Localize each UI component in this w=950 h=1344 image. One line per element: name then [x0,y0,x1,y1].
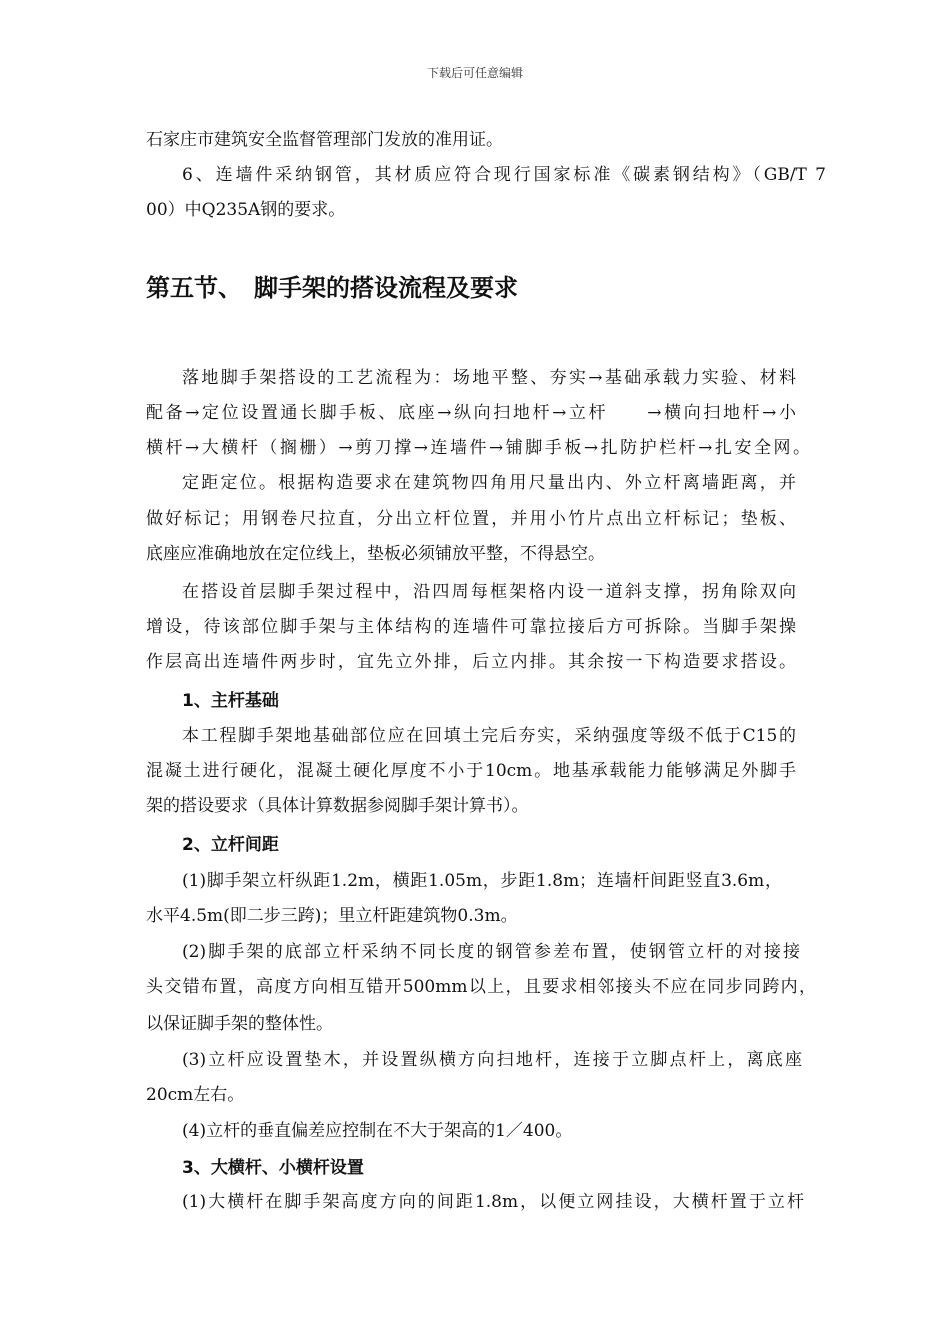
subsection-title: 3、大横杆、小横杆设置 [182,1158,364,1178]
page-header: 下载后可任意编辑 [426,66,523,80]
text-line: 底座应准确地放在定位线上，垫板必须铺放平整，不得悬空。 [146,544,605,564]
text-line: 架的搭设要求（具体计算数据参阅脚手架计算书）。 [146,796,529,816]
text-line: 石家庄市建筑安全监督管理部门发放的准用证。 [146,130,503,150]
text-line: 落地脚手架搭设的工艺流程为：场地平整、夯实→基础承载力实验、材料 [182,368,796,388]
section-title: 第五节、 脚手架的搭设流程及要求 [146,274,518,302]
subsection-title: 2、立杆间距 [182,835,279,855]
text-line: (3)立杆应设置垫木，并设置纵横方向扫地杆，连接于立脚点杆上，离底座 [182,1050,802,1070]
text-line: 混凝土进行硬化，混凝土硬化厚度不小于10cm。地基承载能力能够满足外脚手 [146,761,796,781]
text-line: 在搭设首层脚手架过程中，沿四周每框架格内设一道斜支撑，拐角除双向 [182,582,796,602]
subsection-title: 1、主杆基础 [182,691,279,711]
text-line: 作层高出连墙件两步时，宜先立外排，后立内排。其余按一下构造要求搭设。 [146,652,796,672]
text-line: 00）中Q235A钢的要求。 [146,200,346,220]
text-line: 6、连墙件采纳钢管，其材质应符合现行国家标准《碳素钢结构》（GB/T 7 [182,165,826,185]
text-line: 以保证脚手架的整体性。 [146,1014,333,1034]
text-line: (4)立杆的垂直偏差应控制在不大于架高的1／400。 [182,1121,573,1141]
text-line: 头交错布置，高度方向相互错开500mm以上，且要求相邻接头不应在同步同跨内， [146,977,816,997]
text-line: 增设，待该部位脚手架与主体结构的连墙件可靠拉接后方可拆除。当脚手架操 [146,617,796,637]
text-line: 本工程脚手架地基础部位应在回填土完后夯实，采纳强度等级不低于C15的 [182,726,796,746]
text-line: 水平4.5m(即二步三跨)；里立杆距建筑物0.3m。 [146,906,518,926]
text-line: (1)大横杆在脚手架高度方向的间距1.8m，以便立网挂设，大横杆置于立杆 [182,1192,804,1212]
text-line: (2)脚手架的底部立杆采纳不同长度的钢管参差布置，使钢管立杆的对接接 [182,942,800,962]
text-line: 做好标记；用钢卷尺拉直，分出立杆位置，并用小竹片点出立杆标记；垫板、 [146,509,796,529]
text-line: 横杆→大横杆（搁栅）→剪刀撑→连墙件→铺脚手板→扎防护栏杆→扎安全网。 [146,438,810,458]
text-line: 20cm左右。 [146,1085,245,1105]
text-line: 定距定位。根据构造要求在建筑物四角用尺量出内、外立杆离墙距离，并 [182,473,796,493]
text-line: 配备→定位设置通长脚手板、底座→纵向扫地杆→立杆 →横向扫地杆→小 [146,403,796,423]
text-line: (1)脚手架立杆纵距1.2m，横距1.05m，步距1.8m；连墙杆间距竖直3.6m， [182,871,782,891]
